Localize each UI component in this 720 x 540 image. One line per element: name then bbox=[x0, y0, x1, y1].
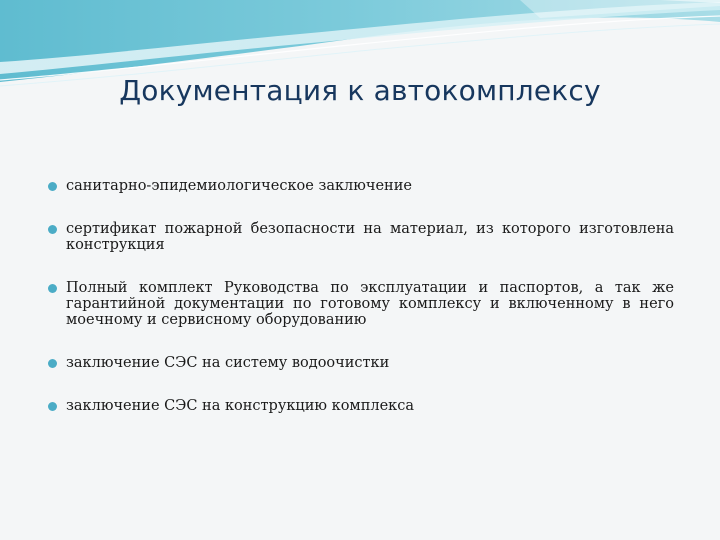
bullet-item bbox=[46, 178, 674, 194]
bullet-item bbox=[46, 355, 674, 371]
bullet-dot-icon bbox=[48, 402, 57, 411]
bullet-text: Полный комплект Руководства по эксплуатации и паспортов, а так же гарантийной документации по готовому комплексу и включенному в него моечному и сервисному оборудованию bbox=[66, 280, 674, 328]
bullet-text: сертификат пожарной безопасности на материал, из которого изготовлена конструкция bbox=[66, 221, 674, 253]
bullet-text: заключение СЭС на систему водоочистки bbox=[66, 355, 390, 371]
bullet-item bbox=[46, 398, 674, 414]
bullet-item bbox=[46, 221, 674, 253]
bullet-dot-icon bbox=[48, 359, 57, 368]
bullet-list bbox=[46, 178, 674, 414]
bullet-dot-icon bbox=[48, 284, 57, 293]
bullet-dot-icon bbox=[48, 182, 57, 191]
bullet-text: заключение СЭС на конструкцию комплекса bbox=[66, 398, 414, 414]
bullet-text: санитарно-эпидемиологическое заключение bbox=[66, 178, 412, 194]
bullet-dot-icon bbox=[48, 225, 57, 234]
slide-title: Документация к автокомплексу bbox=[119, 74, 601, 107]
bullet-item bbox=[46, 280, 674, 328]
